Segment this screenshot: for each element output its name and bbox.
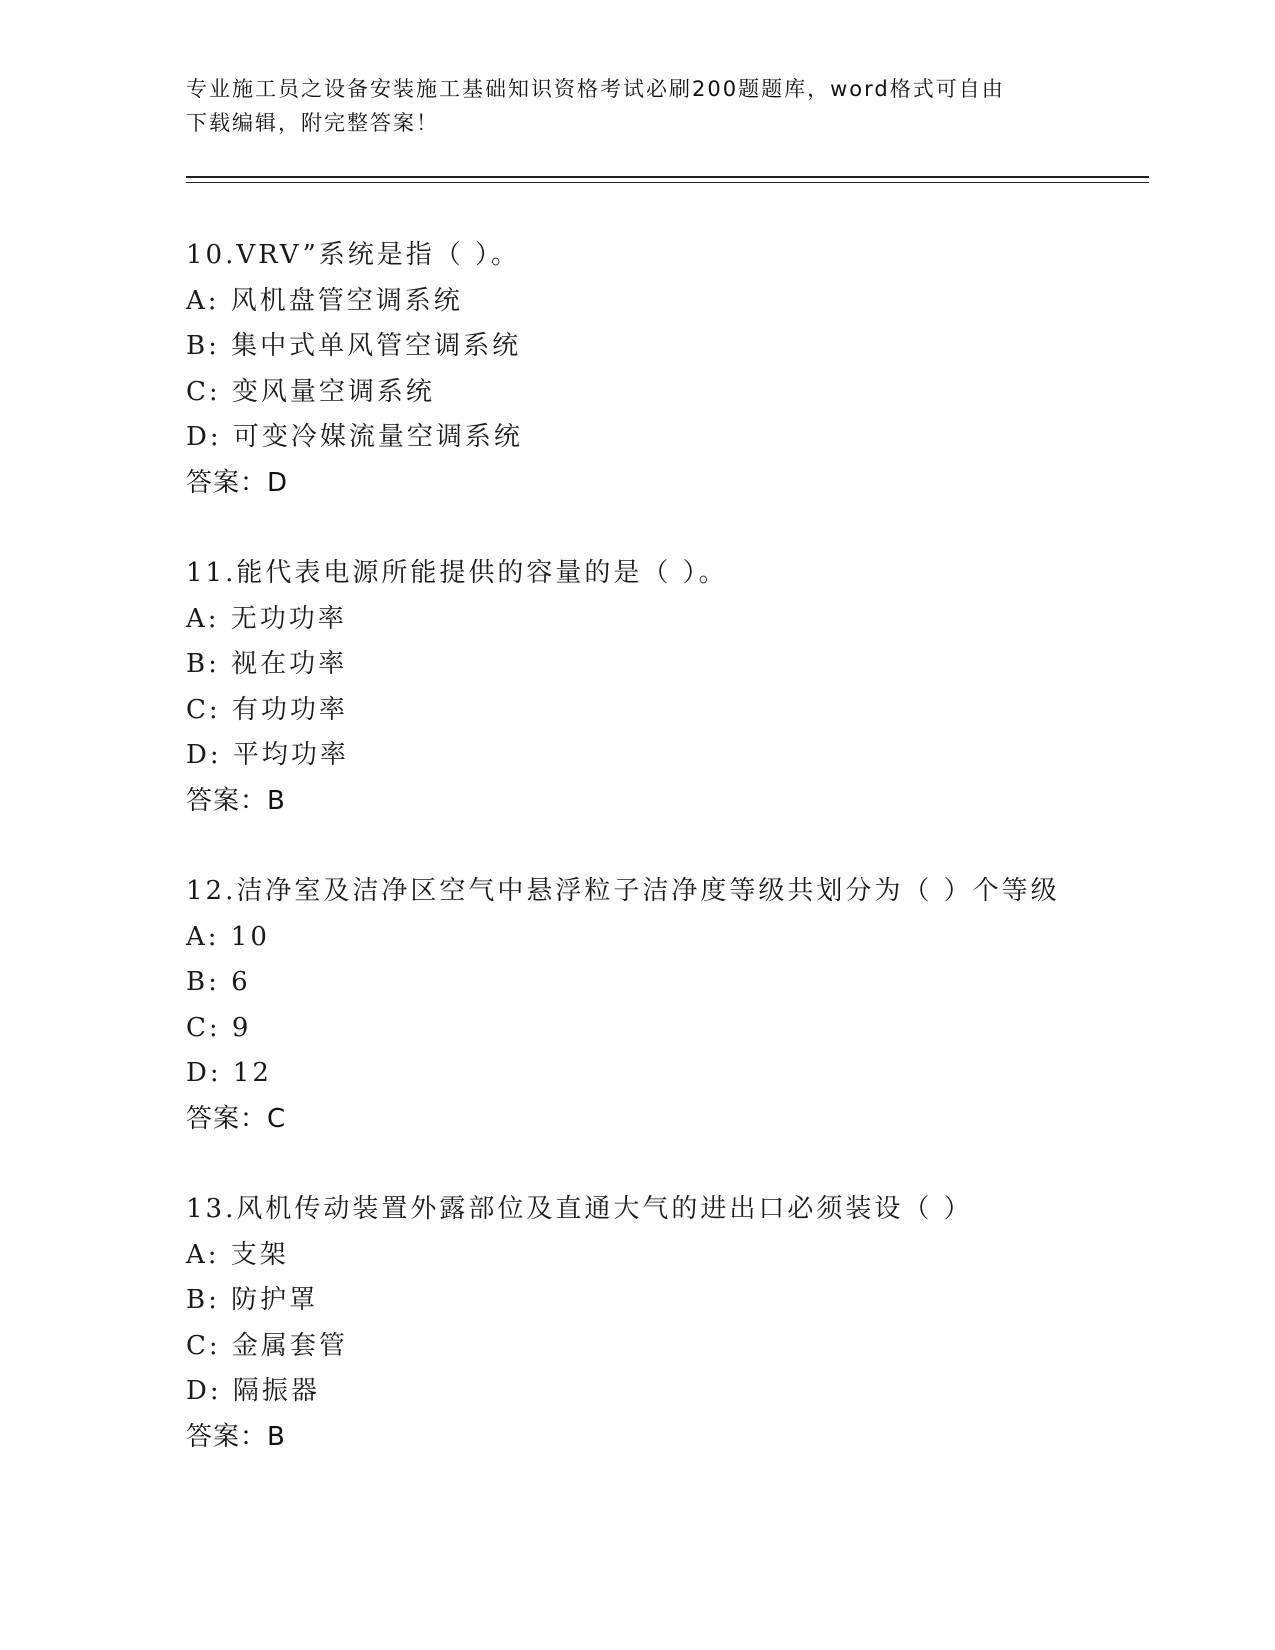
option-a: A: 支架 (186, 1239, 289, 1270)
header-line-2: 下载编辑，附完整答案！ (186, 111, 439, 135)
option-a: A: 风机盘管空调系统 (186, 285, 463, 316)
question-12 (186, 869, 1146, 1142)
question-13 (186, 1187, 1146, 1460)
question-list (186, 233, 1146, 1505)
option-d: D: 隔振器 (186, 1376, 320, 1406)
option-a: A: 无功功率 (186, 603, 347, 634)
option-b: B: 防护罩 (186, 1285, 319, 1315)
option-d: D: 12 (186, 1058, 272, 1088)
option-a: A: 10 (186, 921, 270, 952)
header-line-1: 专业施工员之设备安装施工基础知识资格考试必刷200题题库，word格式可自由 (186, 77, 1005, 101)
option-d: D: 平均功率 (186, 740, 349, 770)
option-b: B: 视在功率 (186, 649, 348, 679)
option-c: C: 金属套管 (186, 1330, 348, 1361)
option-c: C: 变风量空调系统 (186, 376, 435, 407)
question-stem: 13.风机传动装置外露部位及直通大气的进出口必须装设（ ） (186, 1194, 973, 1224)
header-divider-thin (186, 182, 1149, 183)
document-header (186, 72, 1066, 140)
option-b: B: 集中式单风管空调系统 (186, 331, 522, 361)
answer-line: 答案：B (186, 785, 286, 816)
question-10 (186, 233, 1146, 506)
question-11 (186, 551, 1146, 824)
option-b: B: 6 (186, 967, 251, 997)
question-stem: 10.VRV”系统是指（ ）。 (186, 240, 521, 270)
header-divider-thick (186, 176, 1149, 178)
question-stem: 12.洁净室及洁净区空气中悬浮粒子洁净度等级共划分为（ ）个等级 (186, 876, 1060, 906)
question-stem: 11.能代表电源所能提供的容量的是（ ）。 (186, 558, 728, 588)
option-c: C: 有功功率 (186, 694, 348, 725)
answer-line: 答案：B (186, 1421, 286, 1452)
option-d: D: 可变冷媒流量空调系统 (186, 422, 523, 452)
answer-line: 答案：D (186, 467, 289, 498)
answer-line: 答案：C (186, 1103, 287, 1134)
option-c: C: 9 (186, 1012, 252, 1043)
